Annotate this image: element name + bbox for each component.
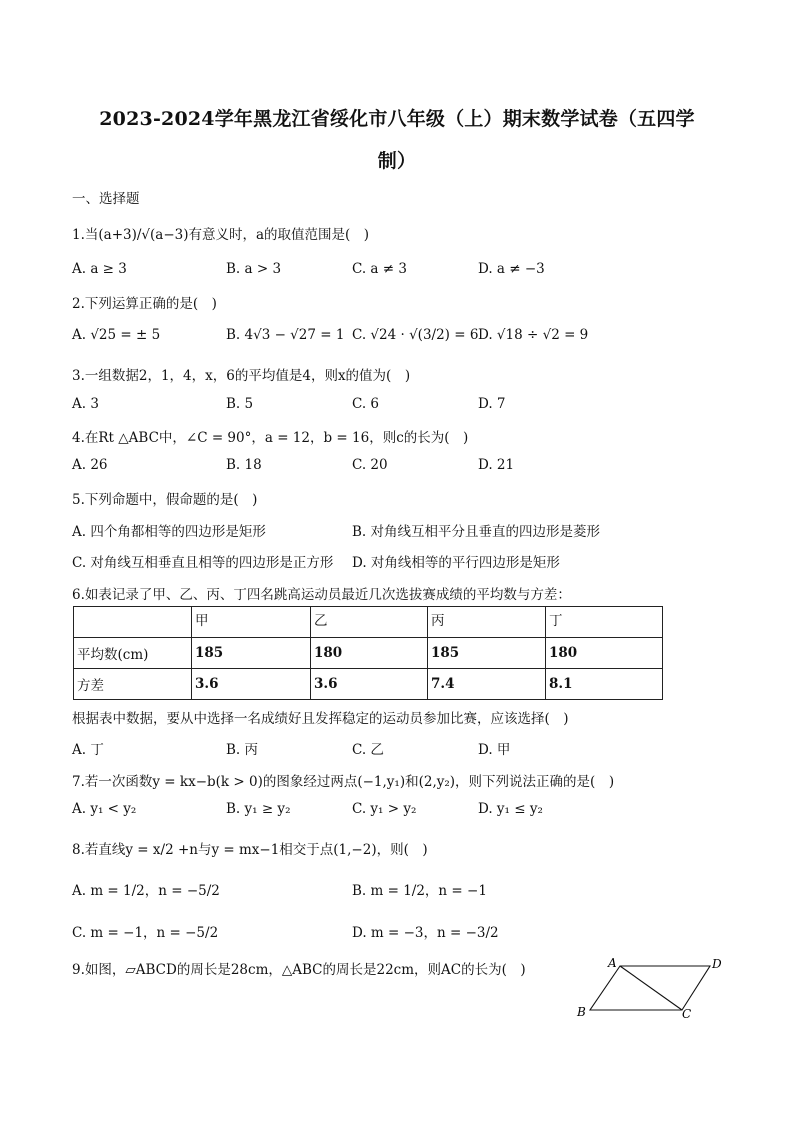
table-header-cell: 丙 <box>428 607 546 638</box>
table-cell: 3.6 <box>192 669 311 700</box>
table-header-cell: 甲 <box>192 607 311 638</box>
table-cell: 8.1 <box>546 669 663 700</box>
question-4: 4.在Rt △ABC中，∠C = 90°，a = 12，b = 16，则c的长为( ) <box>72 430 469 446</box>
q7-option-a: A. y₁ < y₂ <box>72 801 137 817</box>
q6-option-c: C. 乙 <box>352 742 384 758</box>
question-9: 9.如图，▱ABCD的周长是28cm，△ABC的周长是22cm，则AC的长为( ) <box>72 962 526 978</box>
score-table <box>73 606 663 700</box>
section-heading: 一、选择题 <box>72 191 140 207</box>
table-cell: 7.4 <box>428 669 546 700</box>
q6-option-b: B. 丙 <box>226 742 259 758</box>
question-1: 1.当(a+3)/√(a−3)有意义时，a的取值范围是( ) <box>72 227 370 243</box>
q5-option-d: D. 对角线相等的平行四边形是矩形 <box>352 555 560 571</box>
table-row-label: 方差 <box>74 669 192 700</box>
table-cell: 180 <box>311 638 428 669</box>
table-header-cell: 丁 <box>546 607 663 638</box>
table-cell: 3.6 <box>311 669 428 700</box>
diagonal-ac <box>620 966 682 1010</box>
question-6-prompt: 根据表中数据，要从中选择一名成绩好且发挥稳定的运动员参加比赛，应该选择( ) <box>72 711 569 727</box>
q1-option-b: B. a > 3 <box>226 261 282 277</box>
question-3: 3.一组数据2，1，4，x，6的平均值是4，则x的值为( ) <box>72 368 411 384</box>
question-2: 2.下列运算正确的是( ) <box>72 296 217 312</box>
q6-option-d: D. 甲 <box>478 742 511 758</box>
q4-option-c: C. 20 <box>352 457 388 473</box>
q4-option-a: A. 26 <box>72 457 108 473</box>
q3-option-b: B. 5 <box>226 396 254 412</box>
q1-option-a: A. a ≥ 3 <box>72 261 127 277</box>
vertex-label-b: B <box>577 1005 586 1019</box>
table-row <box>74 638 663 669</box>
q8-option-b: B. m = 1/2，n = −1 <box>352 883 487 899</box>
q1-option-c: C. a ≠ 3 <box>352 261 407 277</box>
q7-option-d: D. y₁ ≤ y₂ <box>478 801 543 817</box>
q4-option-d: D. 21 <box>478 457 515 473</box>
table-row <box>74 669 663 700</box>
question-7: 7.若一次函数y = kx−b(k > 0)的图象经过两点(−1,y₁)和(2,y₂)，则下列说法正确的是( ) <box>72 774 615 790</box>
table-header-cell <box>74 607 192 638</box>
question-6: 6.如表记录了甲、乙、丙、丁四名跳高运动员最近几次选拔赛成绩的平均数与方差： <box>72 587 571 603</box>
page-title: 2023-2024学年黑龙江省绥化市八年级（上）期末数学试卷（五四学 <box>99 108 695 130</box>
q5-option-b: B. 对角线互相平分且垂直的四边形是菱形 <box>352 524 601 540</box>
vertex-label-c: C <box>682 1007 692 1021</box>
q8-option-a: A. m = 1/2，n = −5/2 <box>72 883 220 899</box>
table-header-row <box>74 607 663 638</box>
q7-option-b: B. y₁ ≥ y₂ <box>226 801 291 817</box>
table-header-cell: 乙 <box>311 607 428 638</box>
page-title-continued: 制） <box>377 150 417 172</box>
q1-option-d: D. a ≠ −3 <box>478 261 545 277</box>
table-row-label: 平均数(cm) <box>74 638 192 669</box>
question-8: 8.若直线y = x/2 +n与y = mx−1相交于点(1,−2)，则( ) <box>72 842 428 858</box>
q3-option-d: D. 7 <box>478 396 506 412</box>
table-cell: 180 <box>546 638 663 669</box>
q5-option-c: C. 对角线互相垂直且相等的四边形是正方形 <box>72 555 334 571</box>
vertex-label-a: A <box>608 956 617 970</box>
q5-option-a: A. 四个角都相等的四边形是矩形 <box>72 524 266 540</box>
q4-option-b: B. 18 <box>226 457 262 473</box>
parallelogram-figure <box>570 952 730 1024</box>
parallelogram-abcd <box>590 966 710 1010</box>
q7-option-c: C. y₁ > y₂ <box>352 801 417 817</box>
question-5: 5.下列命题中，假命题的是( ) <box>72 492 258 508</box>
table-cell: 185 <box>192 638 311 669</box>
q8-option-c: C. m = −1，n = −5/2 <box>72 925 219 941</box>
q2-option-d: D. √18 ÷ √2 = 9 <box>478 327 589 343</box>
q8-option-d: D. m = −3，n = −3/2 <box>352 925 499 941</box>
table-cell: 185 <box>428 638 546 669</box>
vertex-label-d: D <box>712 957 722 971</box>
q2-option-a: A. √25 = ± 5 <box>72 327 161 343</box>
q2-option-c: C. √24 · √(3/2) = 6 <box>352 327 479 343</box>
q6-option-a: A. 丁 <box>72 742 104 758</box>
q3-option-c: C. 6 <box>352 396 380 412</box>
q3-option-a: A. 3 <box>72 396 99 412</box>
q2-option-b: B. 4√3 − √27 = 1 <box>226 327 345 343</box>
